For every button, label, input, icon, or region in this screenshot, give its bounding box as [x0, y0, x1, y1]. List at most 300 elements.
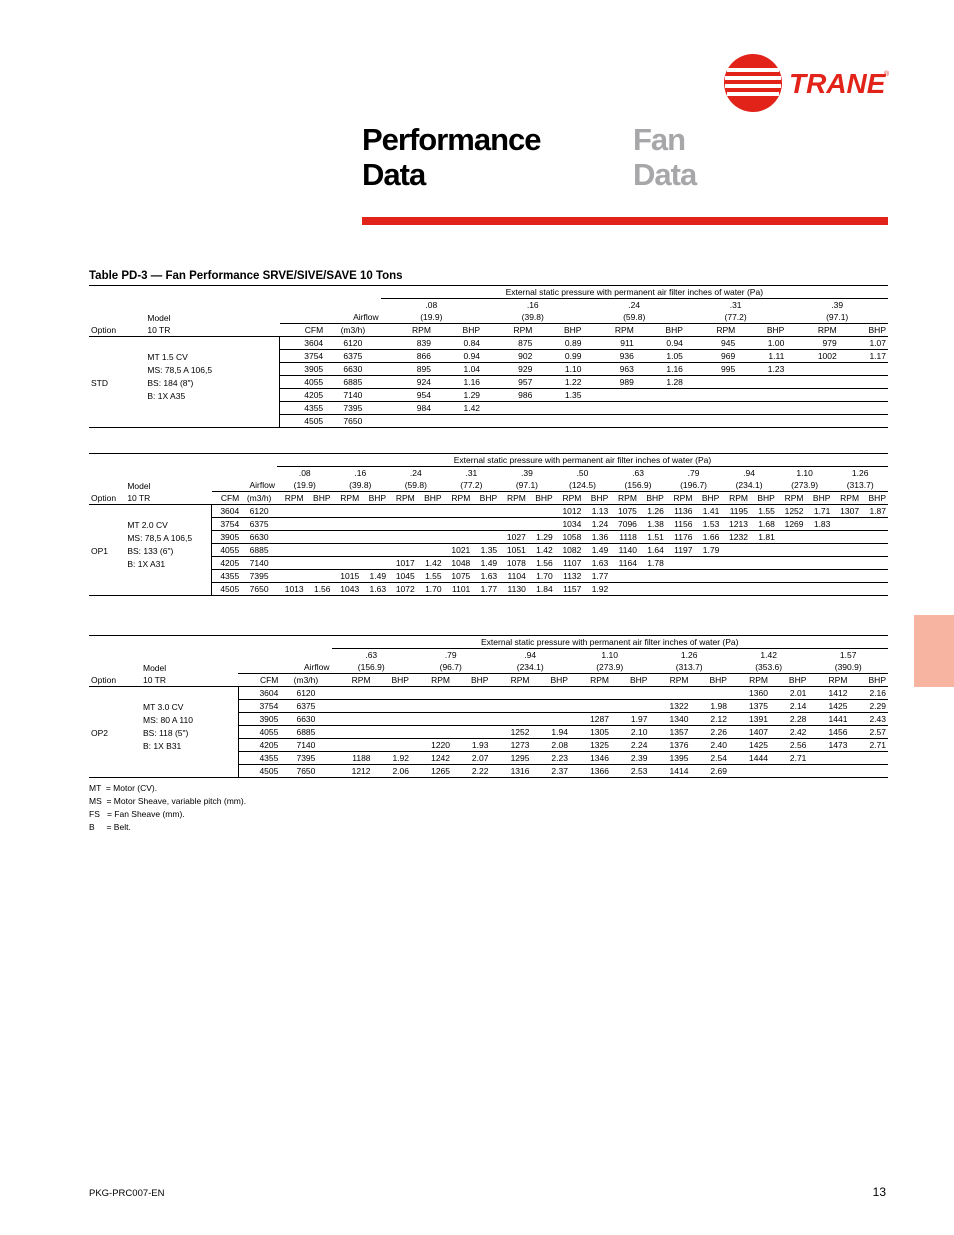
cfm-cell: 3905: [280, 363, 325, 376]
rpm-cell: 1391: [729, 713, 770, 726]
rpm-cell: [777, 583, 806, 596]
rpm-cell: [721, 557, 750, 570]
footnotes: [89, 782, 246, 834]
rpm-cell: 1197: [666, 544, 695, 557]
pressure-pa: (96.7): [439, 662, 462, 672]
bhp-cell: [806, 544, 833, 557]
model-cell: MS: 78,5 A 106,5: [127, 532, 193, 543]
pressure-pa: (273.9): [596, 662, 624, 672]
pressure-pa: (390.9): [834, 662, 862, 672]
subsection-title: Fan Data: [633, 122, 697, 192]
table-row: [89, 583, 888, 596]
bhp-cell: 1.70: [528, 570, 555, 583]
rpm-header: RPM: [411, 674, 452, 687]
pressure-inwg: 1.57: [839, 650, 857, 660]
rpm-cell: 986: [482, 389, 534, 402]
pressure-inwg: 1.10: [796, 468, 813, 478]
rpm-cell: [685, 415, 737, 428]
bhp-cell: [694, 557, 721, 570]
model-cell: BS: 133 (6"): [127, 545, 174, 556]
rpm-cell: [832, 583, 861, 596]
bhp-cell: 1.38: [639, 518, 666, 531]
rpm-cell: [786, 363, 838, 376]
rpm-header: RPM: [649, 674, 690, 687]
option-header: Option: [89, 674, 141, 687]
bhp-cell: [373, 726, 411, 739]
bhp-cell: 2.24: [611, 739, 649, 752]
option-cell: [89, 363, 145, 376]
rpm-cell: 1242: [411, 752, 452, 765]
pressure-pa: (156.9): [357, 662, 385, 672]
cfm-cell: 3754: [280, 350, 325, 363]
rpm-cell: 1107: [555, 557, 584, 570]
rpm-cell: [277, 544, 306, 557]
rpm-cell: 1136: [666, 505, 695, 518]
model-cell: [125, 583, 212, 596]
cfm-cell: 3604: [280, 337, 325, 350]
spacer-cell: [89, 649, 332, 662]
pressure-inwg: .08: [298, 468, 311, 478]
bhp-cell: [433, 415, 482, 428]
table-row: [89, 337, 888, 350]
option-header: Option: [89, 492, 125, 505]
bhp-cell: 1.63: [583, 557, 610, 570]
option-cell: [89, 739, 141, 752]
rpm-cell: [277, 570, 306, 583]
bhp-cell: 2.37: [532, 765, 570, 778]
rpm-cell: 1048: [444, 557, 473, 570]
bhp-cell: [534, 402, 583, 415]
rpm-cell: 1015: [333, 570, 362, 583]
bhp-header: BHP: [583, 492, 610, 505]
bhp-cell: 1.41: [694, 505, 721, 518]
bhp-cell: 1.56: [306, 583, 333, 596]
ext-pressure-label: External static pressure with permanent air filter inches of water (Pa): [381, 286, 888, 299]
bhp-header: BHP: [806, 492, 833, 505]
spacer-cell: [89, 454, 277, 467]
bhp-header: BHP: [452, 674, 490, 687]
table-row: [89, 350, 888, 363]
bhp-cell: 2.06: [373, 765, 411, 778]
bhp-cell: [417, 544, 444, 557]
rpm-cell: 1395: [649, 752, 690, 765]
table-row: [89, 518, 888, 531]
rpm-cell: [685, 389, 737, 402]
pressure-pa: (313.7): [675, 662, 703, 672]
rpm-cell: [721, 583, 750, 596]
bhp-cell: [373, 739, 411, 752]
rpm-cell: 7096: [610, 518, 639, 531]
rpm-header: RPM: [570, 674, 611, 687]
rpm-cell: 969: [685, 350, 737, 363]
rpm-cell: [786, 402, 838, 415]
side-tab: [914, 615, 954, 687]
rpm-cell: 1441: [808, 713, 849, 726]
rpm-header: RPM: [729, 674, 770, 687]
model-header: Model: [127, 480, 151, 491]
table-row: [89, 557, 888, 570]
header-row-units: [89, 492, 888, 505]
model-cell: [145, 415, 279, 428]
model-cell: MS: 80 A 110: [143, 714, 193, 725]
rpm-header: RPM: [332, 674, 373, 687]
bhp-cell: 1.63: [361, 583, 388, 596]
bhp-cell: 1.07: [839, 337, 888, 350]
rpm-header: RPM: [381, 324, 433, 337]
pressure-pa: (97.1): [515, 480, 539, 490]
spacer-cell: [89, 661, 141, 674]
bhp-header: BHP: [433, 324, 482, 337]
bhp-cell: 2.12: [690, 713, 728, 726]
table-row: [89, 389, 888, 402]
pressure-inwg: .79: [687, 468, 700, 478]
bhp-header: BHP: [849, 674, 888, 687]
bhp-cell: [306, 570, 333, 583]
rpm-cell: 875: [482, 337, 534, 350]
bhp-cell: [452, 687, 490, 700]
rpm-cell: 924: [381, 376, 433, 389]
bhp-cell: 1.77: [583, 570, 610, 583]
rpm-cell: [721, 570, 750, 583]
pressure-inwg: 1.26: [680, 650, 698, 660]
bhp-cell: [750, 544, 777, 557]
pressure-pa: (156.9): [624, 480, 652, 490]
rpm-cell: [388, 518, 417, 531]
bhp-cell: 1.63: [472, 570, 499, 583]
footnote: MT = Motor (CV).: [89, 783, 158, 793]
bhp-header: BHP: [694, 492, 721, 505]
bhp-cell: [737, 389, 786, 402]
rpm-cell: 963: [583, 363, 635, 376]
rpm-cell: 1027: [499, 531, 528, 544]
bhp-cell: 2.56: [770, 739, 808, 752]
bhp-cell: 2.69: [690, 765, 728, 778]
footnote: FS = Fan Sheave (mm).: [89, 809, 185, 819]
rpm-header: RPM: [777, 492, 806, 505]
ext-pressure-label: External static pressure with permanent air filter inches of water (Pa): [332, 636, 889, 649]
rpm-cell: 1322: [649, 700, 690, 713]
bhp-cell: [849, 765, 888, 778]
rpm-cell: 839: [381, 337, 433, 350]
rpm-cell: [583, 402, 635, 415]
m3h-cell: 6630: [325, 363, 380, 376]
pressure-pa: (196.7): [680, 480, 708, 490]
rpm-cell: [777, 570, 806, 583]
table-row: [89, 726, 888, 739]
bhp-header: BHP: [737, 324, 786, 337]
bhp-cell: 1.81: [750, 531, 777, 544]
rpm-cell: [332, 713, 373, 726]
rpm-cell: 1295: [490, 752, 531, 765]
rpm-header: RPM: [444, 492, 473, 505]
rpm-cell: [411, 713, 452, 726]
option-cell: [89, 687, 141, 700]
rpm-cell: 984: [381, 402, 433, 415]
m3h-cell: 6630: [241, 531, 277, 544]
option-cell: STD: [91, 377, 108, 388]
option-cell: [89, 389, 145, 402]
m3h-cell: 7395: [241, 570, 277, 583]
bhp-header: BHP: [639, 492, 666, 505]
rpm-cell: 1051: [499, 544, 528, 557]
bhp-cell: [361, 544, 388, 557]
bhp-cell: 1.35: [472, 544, 499, 557]
rpm-cell: [832, 570, 861, 583]
rpm-cell: [277, 518, 306, 531]
model-cell: [141, 765, 238, 778]
bhp-cell: 2.53: [611, 765, 649, 778]
bhp-cell: 1.16: [636, 363, 685, 376]
bhp-cell: 1.77: [472, 583, 499, 596]
bhp-header: BHP: [611, 674, 649, 687]
rpm-cell: [332, 700, 373, 713]
pressure-inwg: .50: [576, 468, 589, 478]
bhp-cell: [373, 687, 411, 700]
bhp-cell: [417, 505, 444, 518]
spacer-cell: [89, 479, 125, 492]
bhp-cell: [636, 415, 685, 428]
rpm-header: RPM: [482, 324, 534, 337]
bhp-cell: 1.42: [433, 402, 482, 415]
bhp-cell: 1.24: [583, 518, 610, 531]
rpm-cell: [649, 687, 690, 700]
rpm-cell: 1118: [610, 531, 639, 544]
rpm-cell: 1220: [411, 739, 452, 752]
rpm-cell: [786, 389, 838, 402]
rpm-header: RPM: [388, 492, 417, 505]
header-row-model: [89, 661, 888, 674]
m3h-cell: 7650: [325, 415, 380, 428]
rpm-cell: 1407: [729, 726, 770, 739]
bhp-cell: 1.92: [373, 752, 411, 765]
rpm-header: RPM: [786, 324, 838, 337]
m3h-cell: 6375: [325, 350, 380, 363]
pressure-pa: (19.9): [420, 312, 443, 322]
rpm-cell: [786, 376, 838, 389]
m3h-cell: 7140: [280, 739, 331, 752]
rpm-cell: 995: [685, 363, 737, 376]
bhp-cell: [806, 570, 833, 583]
bhp-cell: [861, 583, 888, 596]
pressure-inwg: .63: [632, 468, 644, 478]
bhp-cell: 0.94: [433, 350, 482, 363]
option-cell: OP1: [91, 545, 109, 556]
bhp-cell: 1.64: [639, 544, 666, 557]
rpm-cell: [499, 505, 528, 518]
m3h-cell: 6120: [280, 687, 331, 700]
bhp-cell: [361, 557, 388, 570]
rpm-cell: [832, 518, 861, 531]
pressure-pa: (39.8): [349, 480, 372, 490]
option-cell: [89, 337, 145, 350]
model-cell: [125, 505, 212, 518]
rpm-cell: 1366: [570, 765, 611, 778]
rpm-header: RPM: [666, 492, 695, 505]
footnote: MS = Motor Sheave, variable pitch (mm).: [89, 796, 247, 806]
brand-name: TRANE: [789, 68, 886, 99]
bhp-cell: 1.79: [694, 544, 721, 557]
rpm-cell: [490, 713, 531, 726]
table-row: [89, 363, 888, 376]
option-cell: [89, 765, 141, 778]
pressure-inwg: .94: [524, 650, 537, 660]
rpm-cell: [388, 531, 417, 544]
cfm-cell: 4055: [238, 726, 280, 739]
rpm-cell: [444, 531, 473, 544]
table-row: [89, 765, 888, 778]
rpm-cell: 1132: [555, 570, 584, 583]
trane-logo: [723, 52, 893, 114]
bhp-cell: 1.66: [694, 531, 721, 544]
rpm-cell: [333, 518, 362, 531]
bhp-header: BHP: [532, 674, 570, 687]
m3h-header: (m3/h): [280, 674, 331, 687]
bhp-cell: 0.84: [433, 337, 482, 350]
bhp-cell: [417, 518, 444, 531]
bhp-cell: 1.13: [583, 505, 610, 518]
pressure-inwg: .16: [354, 468, 367, 478]
rpm-cell: [482, 402, 534, 415]
rpm-cell: [411, 726, 452, 739]
bhp-cell: [806, 531, 833, 544]
section-title: Performance Data: [362, 122, 541, 192]
table-row: [89, 713, 888, 726]
bhp-cell: 1.36: [583, 531, 610, 544]
model-cell: [141, 687, 238, 700]
rpm-cell: 1414: [649, 765, 690, 778]
pressure-pa: (59.8): [404, 480, 427, 490]
rpm-cell: 1075: [444, 570, 473, 583]
rpm-cell: [666, 557, 695, 570]
rpm-cell: 1307: [832, 505, 861, 518]
option-cell: [89, 518, 125, 531]
pressure-inwg: .31: [465, 468, 478, 478]
model-cell: B: 1X B31: [143, 740, 182, 751]
bhp-cell: 1.70: [417, 583, 444, 596]
bhp-cell: 1.16: [433, 376, 482, 389]
m3h-cell: 6885: [241, 544, 277, 557]
bhp-cell: 1.49: [583, 544, 610, 557]
bhp-cell: [806, 557, 833, 570]
pressure-inwg: .31: [729, 300, 742, 310]
rpm-cell: [685, 376, 737, 389]
table-row: [89, 700, 888, 713]
bhp-cell: 1.00: [737, 337, 786, 350]
bhp-cell: [839, 376, 888, 389]
pressure-pa: (19.9): [293, 480, 316, 490]
bhp-cell: 2.08: [532, 739, 570, 752]
rpm-cell: 1287: [570, 713, 611, 726]
rpm-cell: 1176: [666, 531, 695, 544]
option-cell: [89, 570, 125, 583]
rpm-cell: [832, 544, 861, 557]
cfm-cell: 4205: [212, 557, 241, 570]
rpm-cell: 1045: [388, 570, 417, 583]
rpm-cell: [490, 687, 531, 700]
bhp-cell: 1.78: [639, 557, 666, 570]
rpm-cell: 936: [583, 350, 635, 363]
bhp-cell: 2.16: [849, 687, 888, 700]
table-row: [89, 376, 888, 389]
bhp-cell: 1.35: [534, 389, 583, 402]
bhp-cell: 2.71: [770, 752, 808, 765]
rpm-cell: [786, 415, 838, 428]
rpm-cell: [490, 700, 531, 713]
bhp-cell: [472, 505, 499, 518]
bhp-cell: [861, 557, 888, 570]
option-cell: [89, 583, 125, 596]
bhp-cell: 1.26: [639, 505, 666, 518]
bhp-cell: [532, 687, 570, 700]
fan-performance-table-op1: [89, 453, 888, 596]
bhp-header: BHP: [770, 674, 808, 687]
cfm-cell: 3905: [238, 713, 280, 726]
bhp-cell: [306, 531, 333, 544]
bhp-cell: [839, 363, 888, 376]
registered-mark: ®: [884, 71, 890, 78]
bhp-cell: [861, 570, 888, 583]
m3h-cell: 6630: [280, 713, 331, 726]
bhp-header: BHP: [472, 492, 499, 505]
rpm-cell: 1425: [808, 700, 849, 713]
rpm-cell: 1213: [721, 518, 750, 531]
bhp-cell: [861, 518, 888, 531]
bhp-cell: 1.29: [528, 531, 555, 544]
bhp-cell: 1.05: [636, 350, 685, 363]
pressure-inwg: .39: [831, 300, 844, 310]
option-header: Option: [89, 324, 145, 337]
rpm-cell: 1002: [786, 350, 838, 363]
bhp-cell: [636, 402, 685, 415]
fan-performance-table-std: [89, 285, 888, 428]
option-cell: [89, 531, 125, 544]
bhp-cell: [750, 583, 777, 596]
rpm-cell: [777, 531, 806, 544]
rpm-cell: 1140: [610, 544, 639, 557]
rpm-cell: 929: [482, 363, 534, 376]
bhp-cell: 1.98: [690, 700, 728, 713]
cfm-cell: 4355: [280, 402, 325, 415]
cfm-cell: 4355: [212, 570, 241, 583]
bhp-cell: [417, 531, 444, 544]
pressure-pa: (59.8): [623, 312, 646, 322]
rpm-cell: [444, 518, 473, 531]
m3h-cell: 7140: [241, 557, 277, 570]
pressure-inwg: .63: [365, 650, 378, 660]
pressure-inwg: .24: [409, 468, 422, 478]
rpm-cell: [777, 544, 806, 557]
airflow-header: Airflow: [303, 662, 330, 672]
m3h-cell: 7650: [280, 765, 331, 778]
bhp-cell: 1.29: [433, 389, 482, 402]
bhp-cell: [839, 415, 888, 428]
airflow-header: Airflow: [353, 312, 379, 322]
cfm-cell: 3604: [212, 505, 241, 518]
rpm-cell: 1021: [444, 544, 473, 557]
bhp-cell: [528, 518, 555, 531]
rpm-cell: 954: [381, 389, 433, 402]
cfm-cell: 4505: [280, 415, 325, 428]
bhp-cell: 2.29: [849, 700, 888, 713]
bhp-cell: 1.28: [636, 376, 685, 389]
pressure-value-row: [89, 299, 888, 312]
m3h-header: (m3/h): [325, 324, 380, 337]
model-cell: [141, 752, 238, 765]
cfm-cell: 4355: [238, 752, 280, 765]
header-row-units: [89, 674, 888, 687]
bhp-cell: 1.11: [737, 350, 786, 363]
rpm-cell: 1034: [555, 518, 584, 531]
